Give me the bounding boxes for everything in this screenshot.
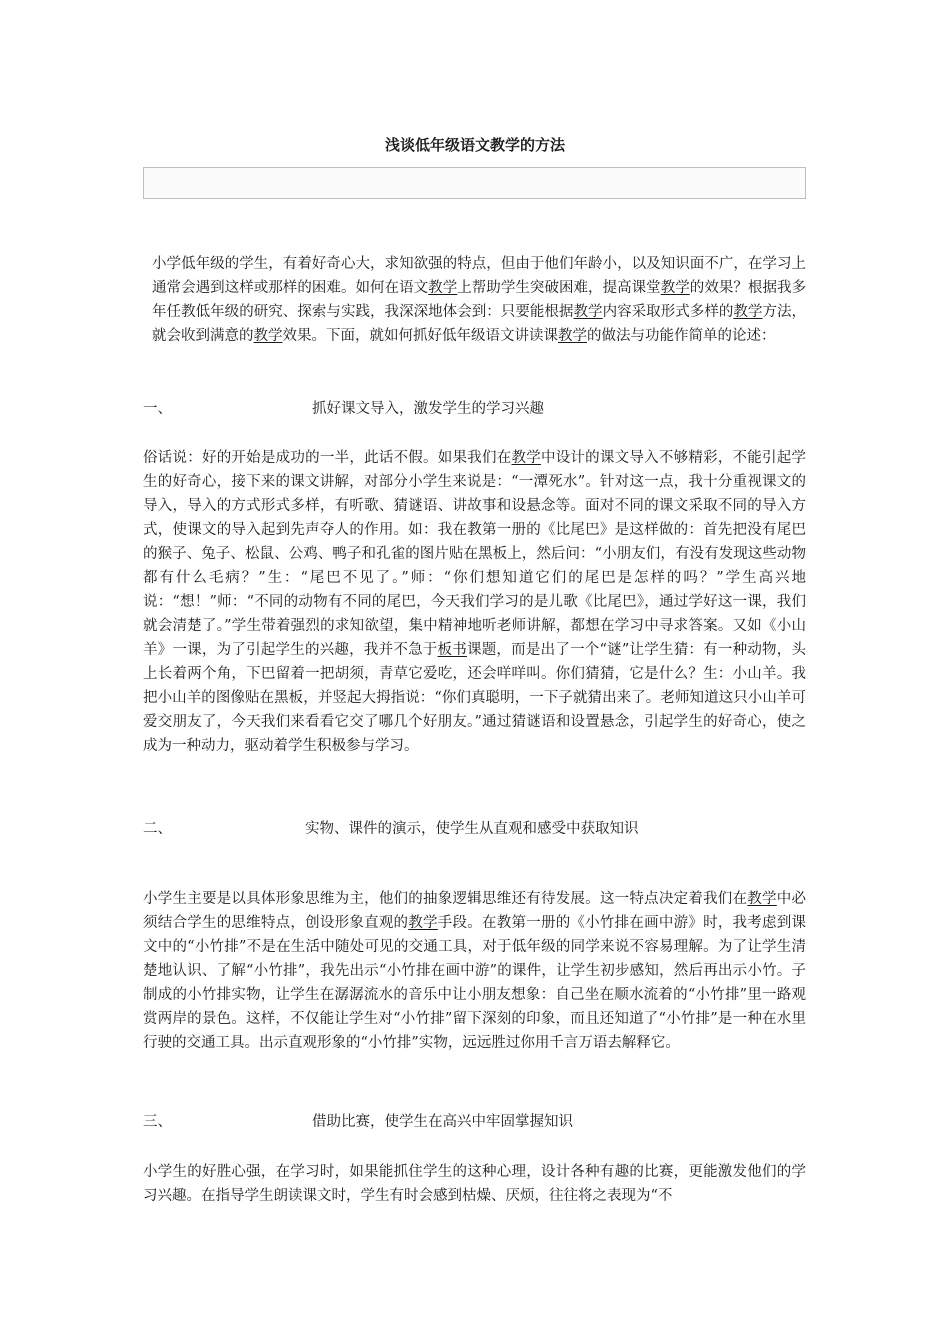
section-heading-2	[143, 817, 806, 841]
section-title: 实物、课件的演示，使学生从直观和感受中获取知识	[305, 821, 639, 837]
keyword-link[interactable]: 教学	[660, 280, 690, 296]
section-title: 借助比赛，使学生在高兴中牢固掌握知识	[312, 1114, 573, 1130]
paragraph-text: 中设计的课文导入不够精彩，不能引起学生的好奇心，接下来的课文讲解，对部分小学生来说是：“一潭死水”。针对这一点，我十分重视课文的导入，导入的方式形式多样，有听歌、猜谜语、讲故事和设悬念等。面对不同的课文采取不同的导入方式，使课文的导入起到先声夺人的作用。如：我在教第一册的《比尾巴》是这样做的：首先把没有尾巴的猴子、兔子、松鼠、公鸡、鸭子和孔雀的图片贴在黑板上，然后问：“小朋友们，有没有发现这些动物都有什么毛病？”生：“尾巴不见了。”师：“你们想知道它们的尾巴是怎样的吗？”学生高兴地说：“想！”师：“不同的动物有不同的尾巴，今天我们学习的是儿歌《比尾巴》，通过学好这一课，我们就会清楚了。”学生带着强烈的求知欲望，集中精神地听老师讲解，都想在学习中寻求答案。又如《小山羊》一课，为了引起学生的兴趣，我并不急于	[143, 450, 807, 658]
section-number: 二、	[143, 821, 172, 837]
paragraph-text: 的做法与功能作简单的论述：	[587, 328, 776, 344]
section-number: 一、	[143, 401, 172, 417]
keyword-link[interactable]: 教学	[511, 450, 541, 466]
keyword-link[interactable]: 教学	[253, 328, 283, 344]
paragraph-section-2	[143, 887, 806, 1055]
paragraph-text: 上帮助学生突破困难，提高课堂	[457, 280, 661, 296]
paragraph-text: 内容采取形式多样的	[602, 304, 734, 320]
keyword-link[interactable]: 教学	[428, 280, 458, 296]
section-heading-3	[143, 1110, 806, 1134]
keyword-link[interactable]: 教学	[747, 891, 777, 907]
paragraph-text: 方法，就会收到满意的	[152, 304, 807, 344]
document-title: 浅谈低年级语文教学的方法	[384, 136, 565, 154]
paragraph-text: 中必须结合学生的思维特点，创设形象直观的	[143, 891, 807, 931]
paragraph-text: 俗话说：好的开始是成功的一半，此话不假。如果我们在	[143, 450, 512, 466]
paragraph-text: 小学低年级的学生，有着好奇心大，求知欲强的特点，但由于他们年龄小，以及知识面不广，在学习上通常会遇到这样或那样的困难。如何在语文	[152, 256, 806, 296]
paragraph-intro	[152, 252, 806, 348]
section-title: 抓好课文导入，激发学生的学习兴趣	[312, 401, 544, 417]
keyword-link[interactable]: 教学	[573, 304, 603, 320]
keyword-link[interactable]: 教学	[733, 304, 763, 320]
paragraph-text: 小学生主要是以具体形象思维为主，他们的抽象逻辑思维还有待发展。这一特点决定着我们在	[143, 891, 748, 907]
paragraph-text: 手段。在教第一册的《小竹排在画中游》时，我考虑到课文中的“小竹排”不是在生活中随处可见的交通工具，对于低年级的同学来说不容易理解。为了让学生清楚地认识、了解“小竹排”，我先出示“小竹排在画中游”的课件，让学生初步感知，然后再出示小竹。子制成的小竹排实物，让学生在潺潺流水的音乐中让小朋友想象：自己坐在顺水流着的“小竹排”里一路观赏两岸的景色。这样，不仅能让学生对“小竹排”留下深刻的印象，而且还知道了“小竹排”是一种在水里行驶的交通工具。出示直观形象的“小竹排”实物，远远胜过你用千言万语去解释它。	[143, 915, 807, 1051]
keyword-link[interactable]: 教学	[558, 328, 587, 344]
blank-box	[143, 167, 806, 199]
section-heading-1	[143, 397, 806, 421]
paragraph-section-1	[143, 446, 806, 758]
paragraph-text: 小学生的好胜心强，在学习时，如果能抓住学生的这种心理，设计各种有趣的比赛，更能激发他们的学习兴趣。在指导学生朗读课文时，学生有时会感到枯燥、厌烦，往往将之表现为“不	[143, 1164, 806, 1204]
paragraph-text: 的效果？根据我多年任教低年级的研究、探索与实践，我深深地体会到：只要能根据	[152, 280, 807, 320]
paragraph-text: 课题，而是出了一个“谜”让学生猜：有一种动物，头上长着两个角，下巴留着一把胡须，青草它爱吃，还会咩咩叫。你们猜猜，它是什么？生：小山羊。我把小山羊的图像贴在黑板，并竖起大拇指说：“你们真聪明，一下子就猜出来了。老师知道这只小山羊可爱交朋友了，今天我们来看看它交了哪几个好朋友。”通过猜谜语和设置悬念，引起学生的好奇心，使之成为一种动力，驱动着学生积极参与学习。	[143, 642, 807, 754]
paragraph-section-3	[143, 1160, 806, 1208]
keyword-link[interactable]: 教学	[408, 915, 438, 931]
keyword-link[interactable]: 板书	[437, 642, 467, 658]
section-number: 三、	[143, 1114, 172, 1130]
paragraph-text: 效果。下面，就如何抓好低年级语文讲读课	[282, 328, 558, 344]
